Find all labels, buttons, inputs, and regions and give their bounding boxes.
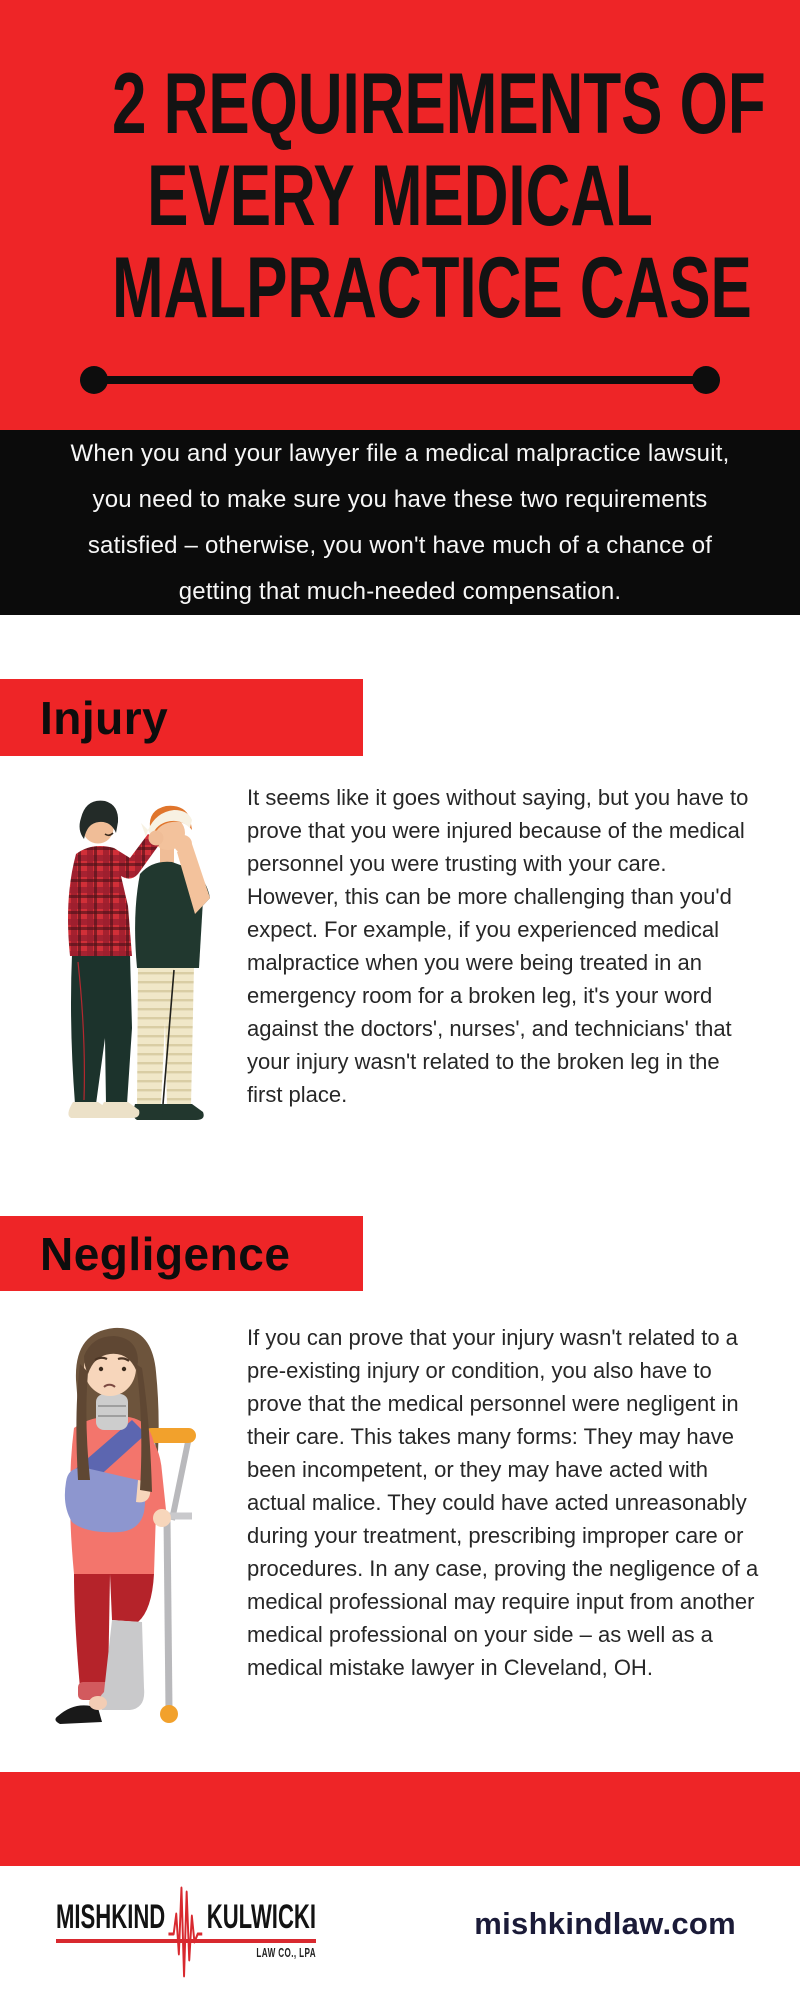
hero-header [0, 0, 800, 430]
negligence-label-text: Negligence [40, 1227, 291, 1280]
logo-name-kulwicki: KULWICKI [206, 1898, 316, 1936]
divider-rule [92, 376, 708, 384]
page-title [112, 56, 766, 336]
section-label-negligence [0, 1216, 363, 1291]
website-url: mishkindlaw.com [474, 1906, 736, 1941]
negligence-illustration [40, 1320, 218, 1738]
law-firm-logo [56, 1898, 316, 1960]
intro-section [0, 430, 800, 615]
negligence-paragraph: If you can prove that your injury wasn't related to a pre-existing injury or condition, you also have to prove that the medical personnel were negligent in their care. This takes many forms: They may have been incompetent, or they may have acted with actual malice. They could have acted unreasonably during your treatment, prescribing improper care or procedures. In any case, proving the negligence of a medical professional may require input from another medical professional on your side – as well as a medical mistake lawyer in Cleveland, OH. [247, 1325, 759, 1680]
title-line-1: 2 REQUIREMENTS OF [112, 56, 766, 152]
heartbeat-ekg-icon [168, 1880, 202, 1980]
logo-names [56, 1898, 316, 1937]
divider-dot-right [692, 366, 720, 394]
injury-label-text: Injury [40, 691, 169, 744]
title-line-3: MALPRACTICE CASE [112, 240, 752, 336]
injury-illustration [34, 786, 239, 1136]
title-line-2: EVERY MEDICAL [147, 148, 653, 244]
logo-name-mishkind: MISHKIND [56, 1898, 166, 1936]
injury-paragraph: It seems like it goes without saying, but you have to prove that you were injured because of the medical personnel you were trusting with your care. However, this can be more challenging than you'd expect. For example, if you experienced medical malpractice when you were being treated in an emergency room for a broken leg, it's your word against the doctors', nurses', and technicians' that your injury wasn't related to the broken leg in the first place. [247, 785, 749, 1107]
intro-text: When you and your lawyer file a medical malpractice lawsuit, you need to make sure you have these two requirements satisfied – otherwise, you won't have much of a chance of getting that much-needed compensation. [70, 439, 730, 605]
footer-red-strip [0, 1772, 800, 1866]
section-label-injury [0, 679, 363, 756]
logo-subtitle: LAW CO., LPA [256, 1945, 316, 1960]
title-divider [80, 366, 720, 394]
